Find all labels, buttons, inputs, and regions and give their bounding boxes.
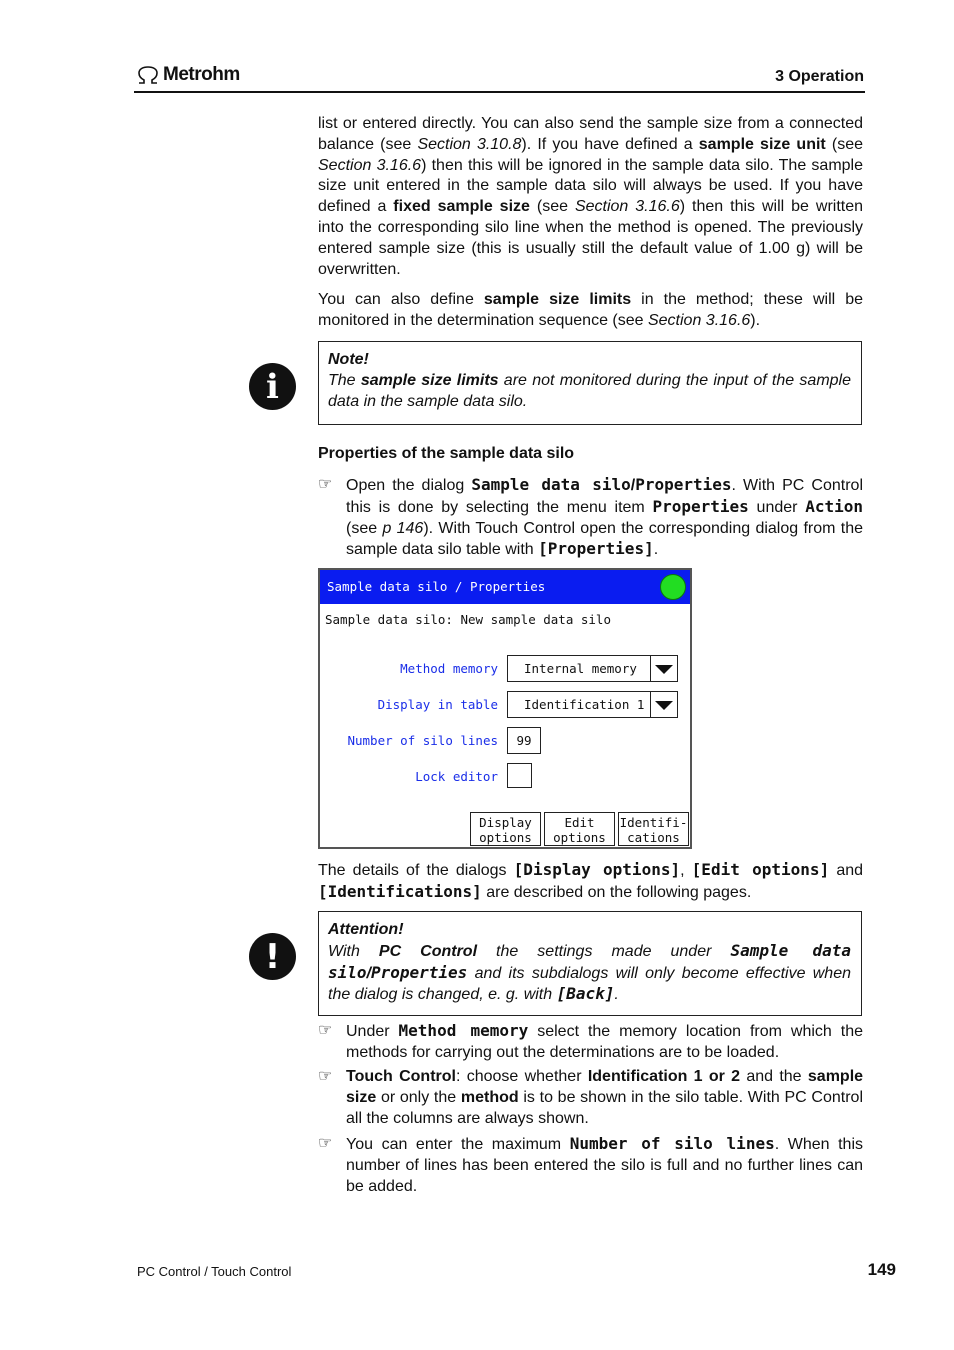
display-in-table-value: Identification 1 [524,697,645,712]
properties-dialog [318,568,692,849]
instruction-method-memory [318,1021,863,1064]
text-run: . [614,986,619,1004]
dialog-subtitle: Sample data silo: New sample data silo [325,612,611,627]
text-run: / [630,477,636,494]
text-run: You can also define [318,291,484,308]
section-heading: Properties of the sample data silo [318,445,575,462]
text-run: Section 3.16.6 [574,198,680,216]
text-run: are described on the following pages. [481,883,752,901]
text-run: / [366,964,371,982]
text-run: (see [346,519,383,537]
button-label-line: Identifi- [619,815,688,830]
text-run: Identification 1 or 2 [587,1068,741,1085]
text-run: the settings made under [477,942,731,960]
silo-lines-label: Number of silo lines [347,733,498,748]
button-label-line: options [479,830,532,845]
text-run: Properties [652,496,749,516]
dropdown-arrow-icon[interactable] [650,692,677,717]
silo-lines-input[interactable]: 99 [507,727,541,754]
text-run: Properties [635,475,732,494]
text-run: sample size [346,1068,864,1106]
dropdown-arrow-icon[interactable] [650,656,677,681]
button-label-line: Edit [564,815,595,830]
text-run: [Back] [556,984,615,1004]
text-run: Touch Control [346,1068,456,1085]
instruction-silo-lines [318,1134,863,1197]
text-run: [Edit options] [691,860,830,879]
pointing-hand-icon: ☞ [318,1135,333,1152]
text-run: ). If you have defined a [521,135,699,153]
text-run: list or entered directly. You can also send the sample size from a connected balance (see [318,115,863,153]
text-run: are not monitored during the input of the sample data in the sample data silo. [328,371,852,410]
edit-options-button[interactable] [544,812,615,846]
text-run: fixed sample size [393,198,530,216]
text-run: Action [805,496,864,516]
text-run: PC Control [378,942,478,960]
instruction-open-dialog [318,475,863,561]
text-run: Number of silo lines [569,1134,775,1153]
text-run: . [653,541,659,559]
method-memory-value: Internal memory [524,661,637,676]
text-run: ). [750,311,761,329]
text-run: select the memory location from which the methods for carrying out the determinations are to be loaded. [346,1023,863,1061]
note-title: Note! [328,351,369,368]
text-run: p 146 [382,519,424,537]
text-run: (see [825,135,863,153]
dialog-title-bar [320,570,690,604]
button-label-line: options [553,830,606,845]
text-run: sample size unit [698,135,826,153]
text-run: sample size limits [360,371,499,389]
text-run: and its subdialogs will only become effective when the dialog is changed, e. g. with [328,964,851,1004]
intro-paragraph-1 [318,114,863,280]
text-run: is to be shown in the silo table. With PC Control all the columns are always shown. [346,1088,863,1127]
text-run: and [829,862,864,879]
text-run: Sample data silo [471,475,631,494]
pointing-hand-icon: ☞ [318,1068,333,1085]
dialog-title: Sample data silo / Properties [327,579,546,594]
instruction-touch-control [318,1067,863,1129]
text-run: and the [740,1068,808,1085]
note-body [328,371,851,413]
text-run: Open the dialog [346,477,472,494]
pointing-hand-icon: ☞ [318,476,333,493]
text-run: Properties [370,962,468,982]
dialog-details-paragraph [318,860,863,904]
brand-logo [137,64,240,86]
text-run: Method memory [398,1021,529,1040]
text-run: The [328,371,361,389]
text-run: or only the [376,1088,461,1106]
chapter-title: 3 Operation [775,68,864,85]
display-in-table-label: Display in table [377,697,498,712]
header-rule [134,91,865,93]
text-run: You can enter the maximum [346,1136,570,1153]
text-run: Section 3.16.6 [318,156,422,174]
attention-box [318,911,862,1016]
text-run: Sample data silo [328,940,851,982]
text-run: method [460,1088,519,1106]
text-run: [Properties] [538,539,654,559]
text-run: Under [346,1023,399,1040]
text-run: (see [529,198,575,216]
text-run: [Display options] [513,860,681,879]
text-run: Section 3.16.6 [647,311,751,329]
text-run: The details of the dialogs [318,862,514,879]
page-number: 149 [867,1260,896,1279]
text-run: ) then this will be ignored in the sample data silo. The sample size unit entered in the sample data silo will always be used. If you have defined a [318,156,864,216]
footer-product: PC Control / Touch Control [137,1264,292,1279]
identifications-button[interactable] [618,812,689,846]
text-run: ) then this will be written into the corresponding silo line when the method is opened. The previously entered sample size (this is usually still the default value of 1.00 g) will be overwritten. [318,198,864,278]
attention-title: Attention! [328,921,404,938]
text-run: in the method; these will be monitored in the determination sequence (see [318,291,864,329]
note-box [318,341,862,425]
intro-paragraph-2 [318,290,863,332]
lock-editor-label: Lock editor [415,769,498,784]
text-run: With [328,942,379,960]
text-run: sample size limits [483,291,632,308]
button-label-line: Display [479,815,532,830]
text-run: . When this number of lines has been entered the silo is full and no further lines can be added. [346,1136,863,1195]
pointing-hand-icon: ☞ [318,1022,333,1039]
attention-body [328,941,851,1006]
text-run: . With PC Control this is done by selecting the menu item [346,477,864,516]
text-run: Section 3.10.8 [417,135,522,153]
text-run: , [680,862,692,879]
lock-editor-checkbox[interactable] [507,763,532,788]
info-icon: i [249,363,296,410]
button-label-line: cations [627,830,680,845]
text-run: [Identifications] [318,881,482,901]
display-options-button[interactable] [470,812,541,846]
method-memory-select[interactable] [507,655,678,682]
brand-name: Metrohm [163,64,240,85]
omega-logo-icon [137,66,159,84]
method-memory-label: Method memory [400,661,498,676]
text-run: under [748,498,806,516]
display-in-table-select[interactable] [507,691,678,718]
warning-icon: ! [249,933,296,980]
text-run: ). With Touch Control open the corresponding dialog from the sample data silo table with [346,519,863,559]
status-led-icon [660,574,686,600]
text-run: : choose whether [455,1068,588,1085]
